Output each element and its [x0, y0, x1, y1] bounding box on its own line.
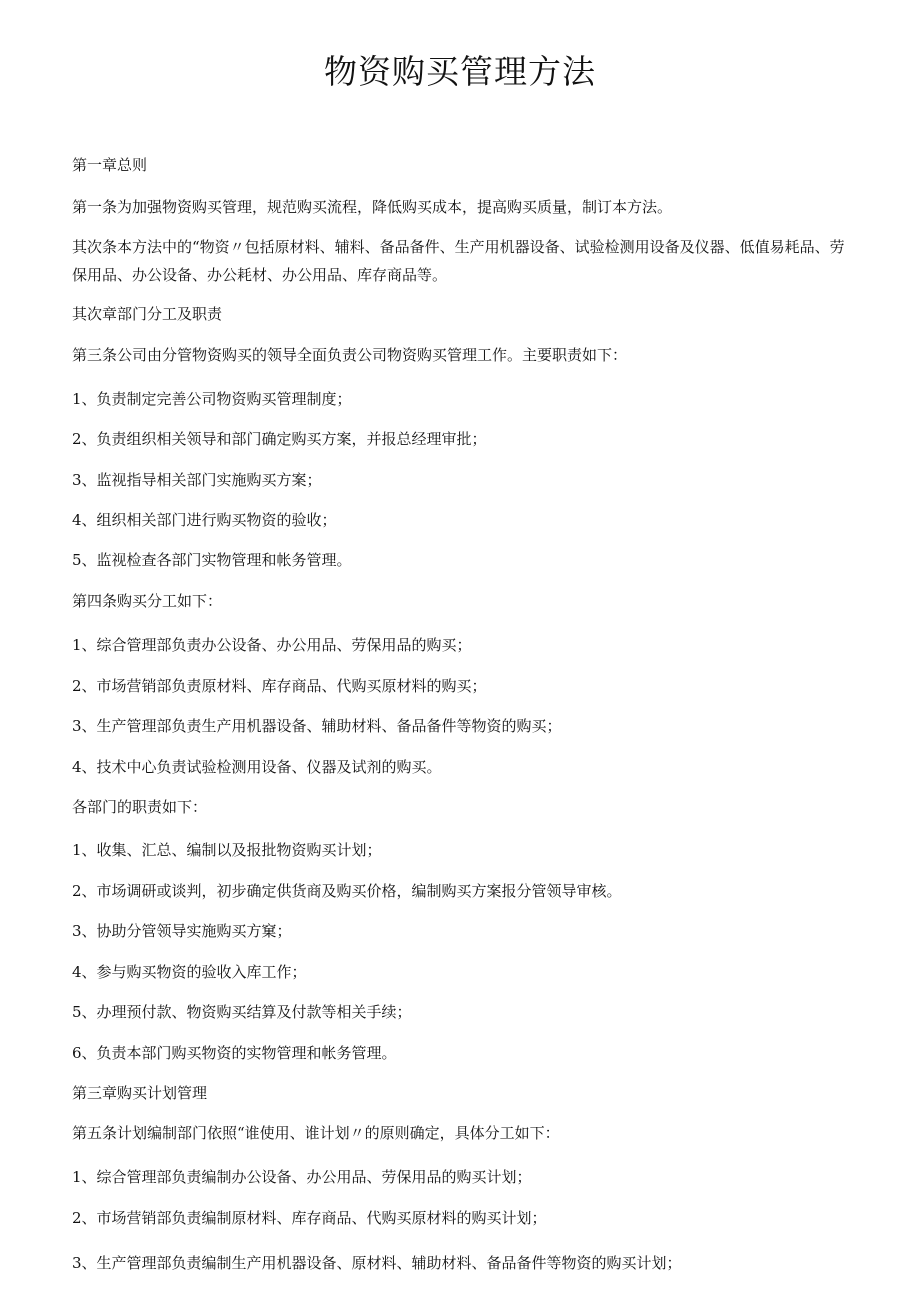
list-item: 5、办理预付款、物资购买结算及付款等相关手续；	[72, 1003, 412, 1021]
list-item: 2、市场营销部负责编制原材料、库存商品、代购买原材料的购买计划；	[72, 1209, 547, 1227]
list-item: 1、收集、汇总、编制以及报批物资购买计划；	[72, 841, 382, 859]
chapter-heading-3: 第三章购买计划管理	[72, 1084, 208, 1102]
list-item: 4、组织相关部门进行购买物资的验收；	[72, 511, 337, 529]
list-item: 1、综合管理部负责办公设备、办公用品、劳保用品的购买；	[72, 636, 472, 654]
article-5: 第五条计划编制部门依照“谁使用、谁计划〃的原则确定，具体分工如下：	[72, 1124, 560, 1142]
list-item: 4、参与购买物资的验收入库工作；	[72, 963, 307, 981]
article-3: 第三条公司由分管物资购买的领导全面负责公司物资购买管理工作。主要职责如下：	[72, 346, 628, 364]
article-4: 第四条购买分工如下：	[72, 592, 223, 610]
page-title: 物资购买管理方法	[324, 52, 596, 91]
chapter-heading-1: 第一章总则	[72, 156, 148, 174]
list-item: 1、负责制定完善公司物资购买管理制度；	[72, 390, 352, 408]
article-1: 第一条为加强物资购买管理，规范购买流程，降低购买成本，提高购买质量，制订本方法。	[72, 198, 673, 216]
section-label: 各部门的职责如下：	[72, 798, 208, 816]
list-item: 1、综合管理部负责编制办公设备、办公用品、劳保用品的购买计划；	[72, 1168, 532, 1186]
list-item: 5、监视检查各部门实物管理和帐务管理。	[72, 551, 352, 569]
chapter-heading-2: 其次章部门分工及职责	[72, 305, 223, 323]
list-item: 6、负责本部门购买物资的实物管理和帐务管理。	[72, 1044, 397, 1062]
list-item: 2、市场营销部负责原材料、库存商品、代购买原材料的购买；	[72, 677, 487, 695]
list-item: 2、市场调研或谈判，初步确定供货商及购买价格，编制购买方案报分管领导审核。	[72, 882, 622, 900]
list-item: 3、生产管理部负责生产用机器设备、辅助材料、备品备件等物资的购买；	[72, 717, 562, 735]
article-2: 其次条本方法中的“物资〃包括原材料、辅料、备品备件、生产用机器设备、试验检测用设备及仪器、低值易耗品、劳保用品、办公设备、办公耗材、办公用品、库存商品等。	[72, 238, 845, 284]
list-item: 3、监视指导相关部门实施购买方案；	[72, 471, 322, 489]
list-item: 4、技术中心负责试验检测用设备、仪器及试剂的购买。	[72, 758, 442, 776]
list-item: 3、生产管理部负责编制生产用机器设备、原材料、辅助材料、备品备件等物资的购买计划；	[72, 1254, 682, 1272]
list-item: 3、协助分管领导实施购买方窠；	[72, 922, 292, 940]
list-item: 2、负责组织相关领导和部门确定购买方案，并报总经理审批；	[72, 430, 487, 448]
